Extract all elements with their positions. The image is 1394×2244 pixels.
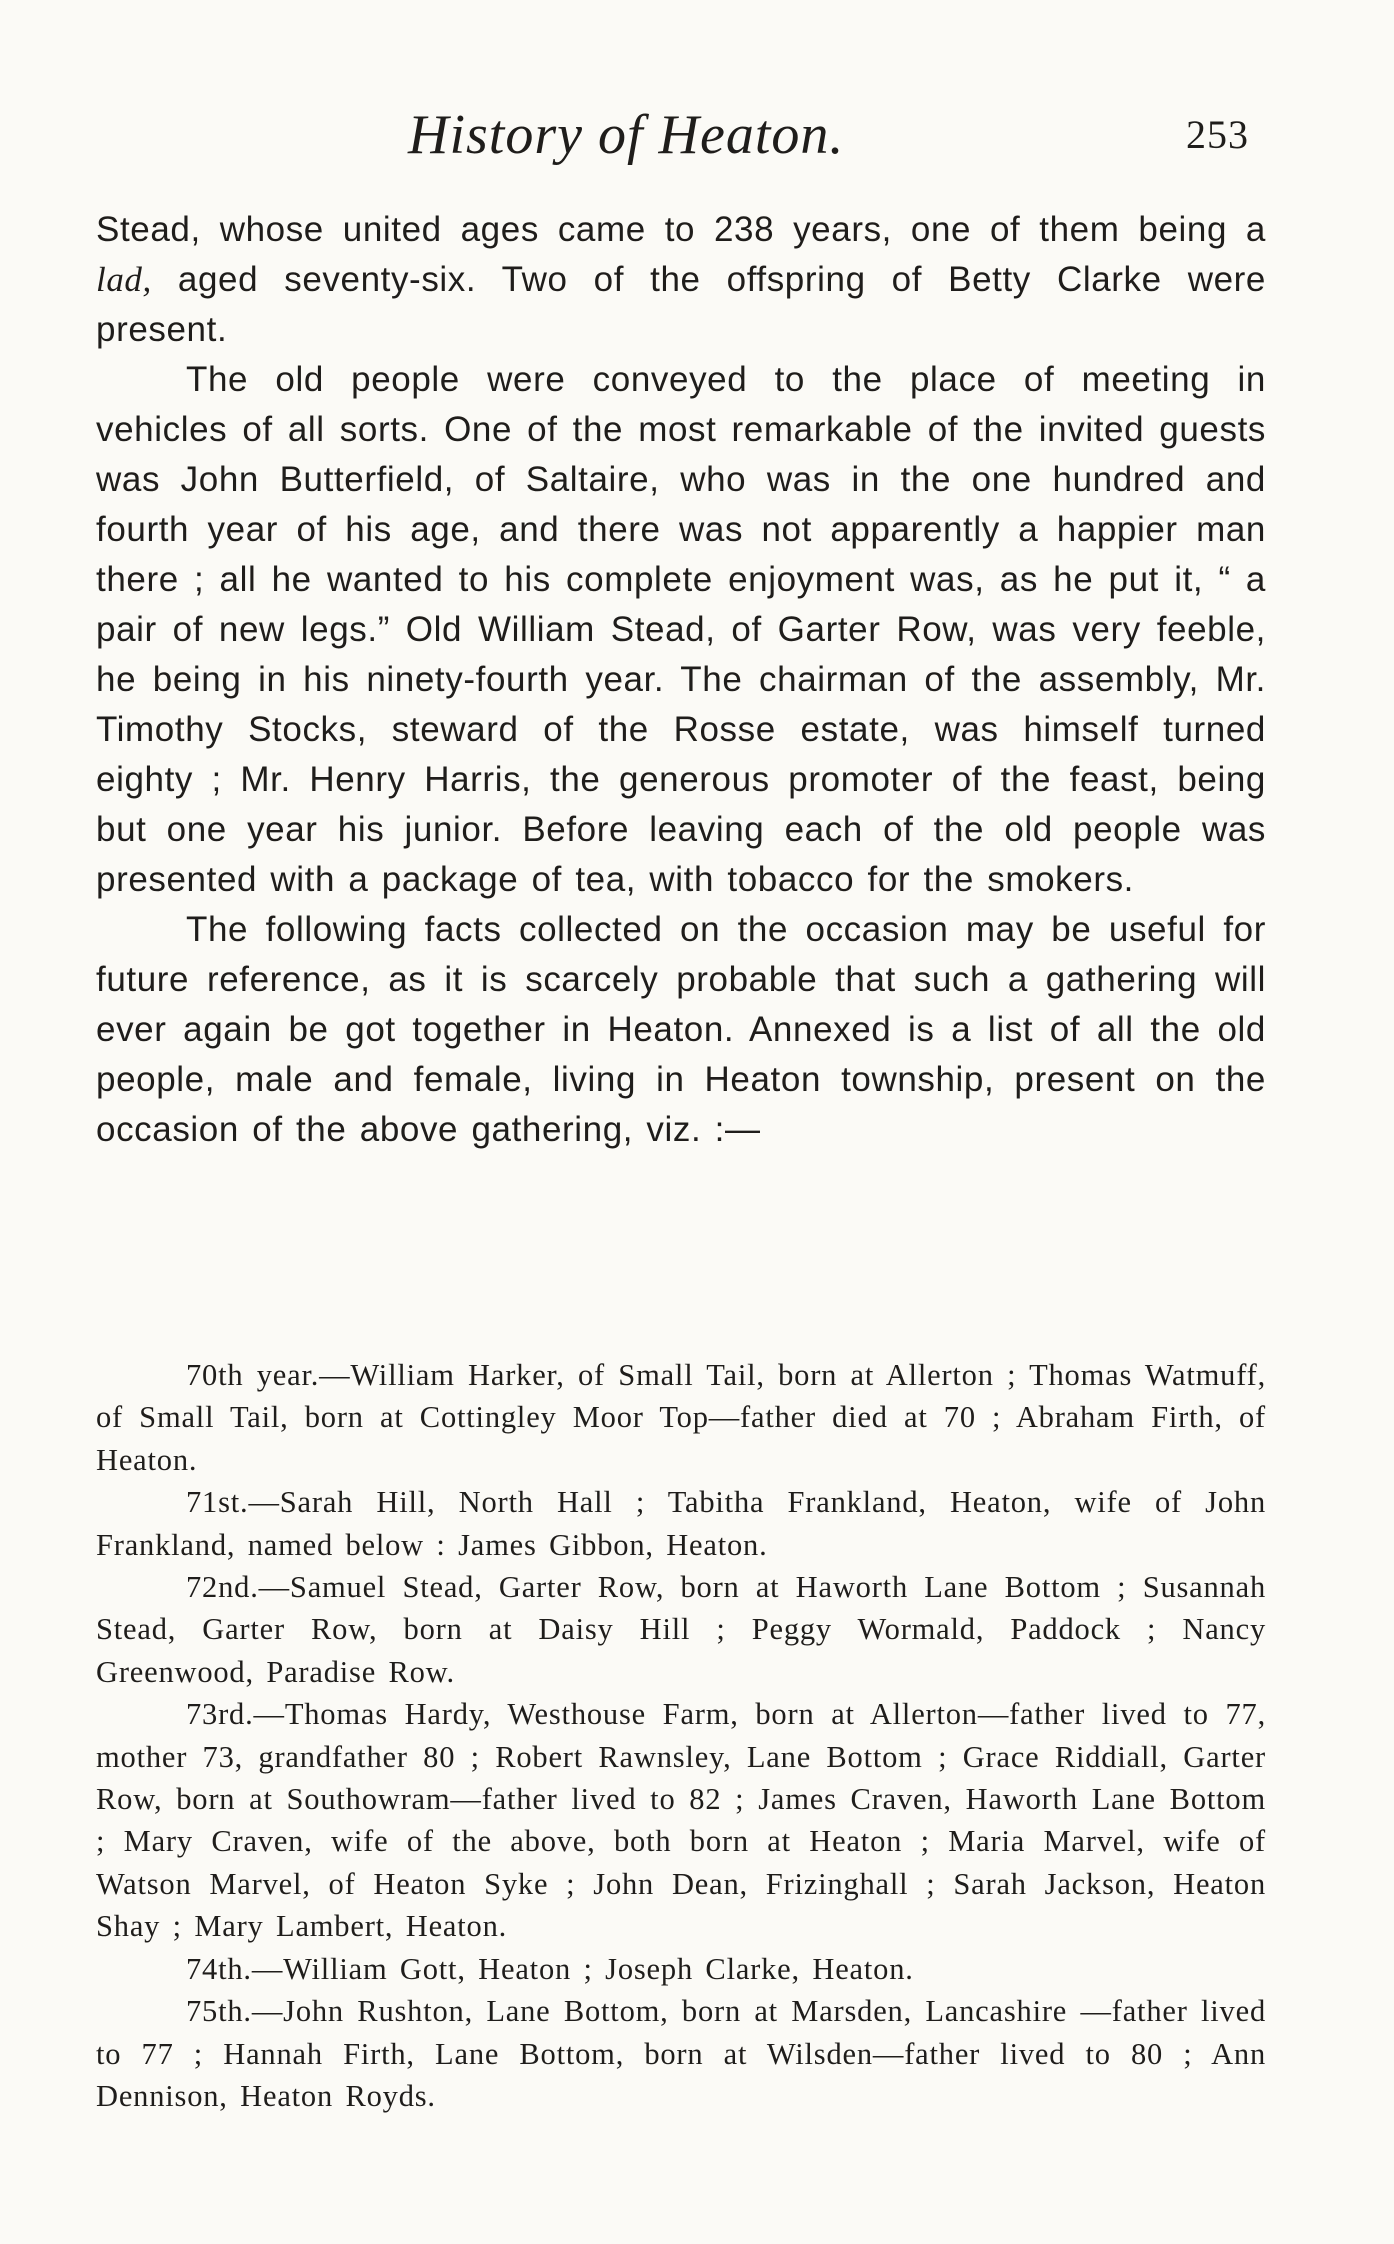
paragraph-1-start: Stead, whose united ages came to 238 years, one of them being a [96, 210, 1266, 249]
running-title: History of Heaton. [408, 104, 845, 166]
paragraph-1-end: aged seventy-six. Two of the offspring of Betty Clarke were present. [96, 260, 1266, 349]
main-text [96, 205, 1266, 1155]
list-item-75th: 75th.—John Rushton, Lane Bottom, born at Marsden, Lancashire —father lived to 77 ; Hannah Firth, Lane Bottom, born at Wilsden—father lived to 80 ; Ann Dennison, Heaton Royds. [96, 1994, 1266, 2113]
list-item-70th: 70th year.—William Harker, of Small Tail, born at Allerton ; Thomas Watmuff, of Small Tail, born at Cottingley Moor Top—father died at 70 ; Abraham Firth, of Heaton. [96, 1358, 1266, 1477]
list-item-73rd: 73rd.—Thomas Hardy, Westhouse Farm, born at Allerton—father lived to 77, mother 73, grandfather 80 ; Robert Rawnsley, Lane Bottom ; Grace Riddiall, Garter Row, born at Southowram—father lived to 82 ; James Craven, Haworth Lane Bottom ; Mary Craven, wife of the above, both born at Heaton ; Maria Marvel, wife of Watson Marvel, of Heaton Syke ; John Dean, Frizinghall ; Sarah Jackson, Heaton Shay ; Mary Lambert, Heaton. [96, 1697, 1266, 1944]
paragraph-2: The old people were conveyed to the place of meeting in vehicles of all sorts. One of the most remarkable of the invited guests was John Butterfield, of Saltaire, who was in the one hundred and fourth year of his age, and there was not apparently a happier man there ; all he wanted to his complete enjoyment was, as he put it, “ a pair of new legs.” Old William Stead, of Garter Row, was very feeble, he being in his ninety-fourth year. The chairman of the assembly, Mr. Timothy Stocks, steward of the Rosse estate, was himself turned eighty ; Mr. Henry Harris, the generous promoter of the feast, being but one year his junior. Before leaving each of the old people was presented with a package of tea, with tobacco for the smokers. [96, 360, 1266, 899]
attendee-list [96, 1354, 1266, 2117]
paragraph-1-emphasis: lad, [96, 260, 152, 299]
list-item-72nd: 72nd.—Samuel Stead, Garter Row, born at Haworth Lane Bottom ; Susannah Stead, Garter Row, born at Daisy Hill ; Peggy Wormald, Paddock ; Nancy Greenwood, Paradise Row. [96, 1570, 1266, 1689]
page-number: 253 [1186, 112, 1249, 157]
list-item-71st: 71st.—Sarah Hill, North Hall ; Tabitha Frankland, Heaton, wife of John Frankland, named below : James Gibbon, Heaton. [96, 1485, 1266, 1562]
list-item-74th: 74th.—William Gott, Heaton ; Joseph Clarke, Heaton. [186, 1951, 914, 1986]
paragraph-1 [96, 205, 1266, 355]
paragraph-3: The following facts collected on the occasion may be useful for future reference, as it is scarcely probable that such a gathering will ever again be got together in Heaton. Annexed is a list of all the old people, male and female, living in Heaton township, present on the occasion of the above gathering, viz. :— [96, 910, 1266, 1149]
running-header [0, 100, 1394, 170]
